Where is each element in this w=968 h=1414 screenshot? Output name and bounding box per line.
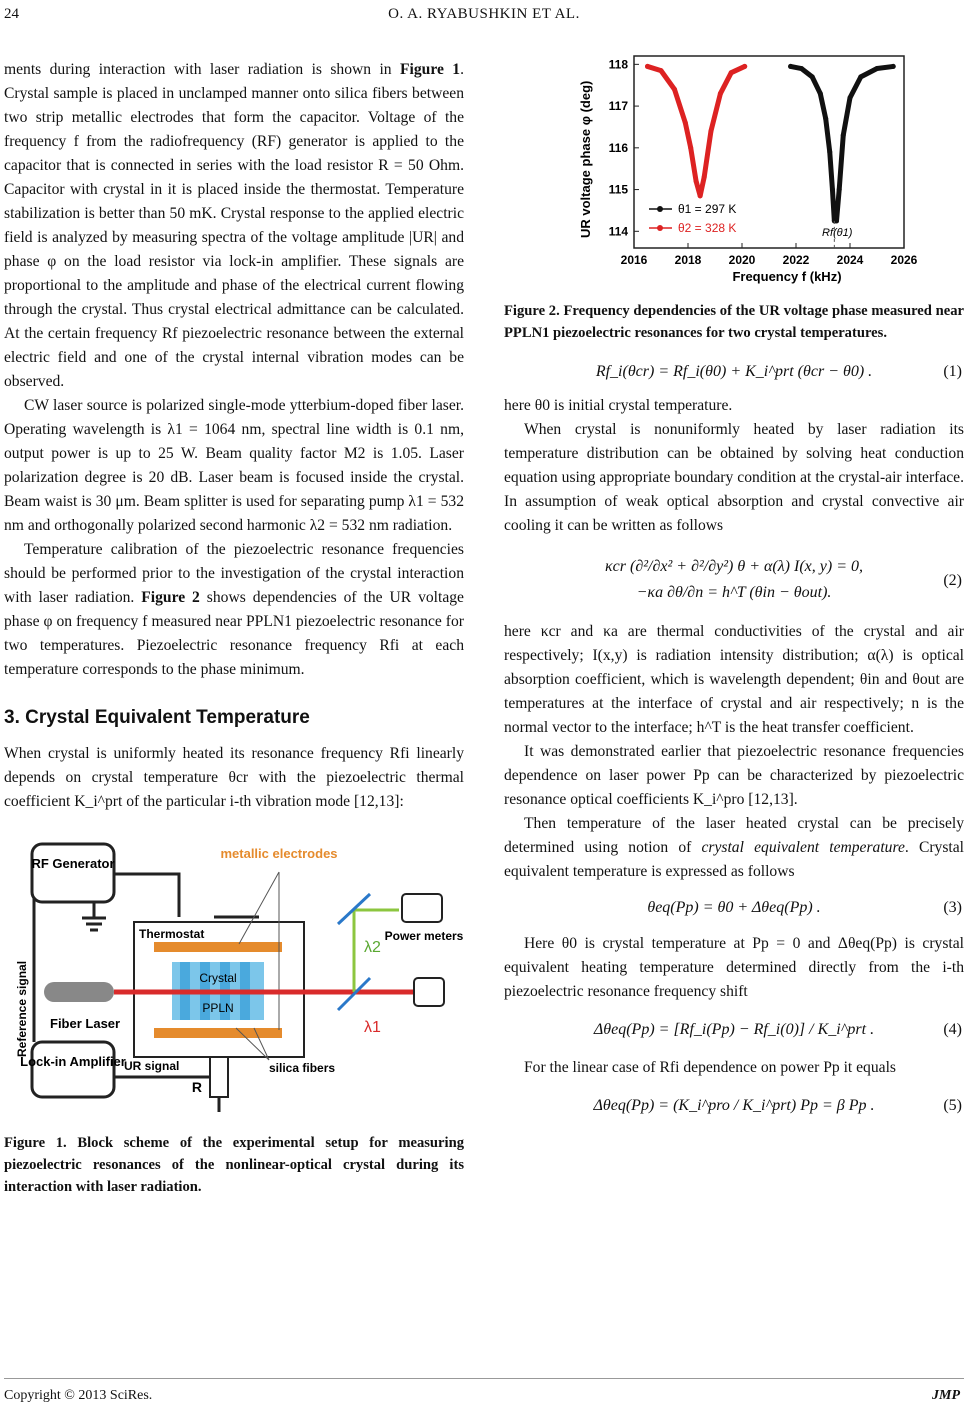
data-point: [683, 120, 688, 125]
paragraph-5: here θ0 is initial crystal temperature.: [504, 397, 733, 414]
equation-3: θeq(Pp) = θ0 + Δθeq(Pp) . (3): [504, 896, 964, 920]
y-tick-label: 118: [608, 57, 628, 72]
figure-2-ref[interactable]: Figure 2: [141, 589, 200, 606]
data-point: [694, 179, 699, 184]
journal-name: JMP: [932, 1388, 960, 1403]
running-title: O. A. RYABUSHKIN ET AL.: [388, 6, 580, 22]
data-point: [875, 66, 880, 71]
data-point: [659, 68, 664, 73]
data-point: [827, 150, 832, 155]
data-point: [841, 133, 846, 138]
equation-1: Rf_i(θcr) = Rf_i(θ0) + K_i^prt (θcr − θ0) . (1): [504, 360, 964, 384]
page-number: 24: [4, 6, 19, 22]
paragraph-10: Here θ0 is crystal temperature at Pp = 0 and Δθeq(Pp) is crystal equivalent heating temperature determined directly from the i-th piezoelectric resonance frequency shift: [504, 935, 964, 1000]
paragraph-11: For the linear case of Rfi dependence on power Pp it equals: [524, 1059, 896, 1076]
power-meter-top: [402, 894, 442, 922]
data-point: [858, 74, 863, 79]
x-tick-label: 2016: [620, 253, 648, 267]
figure-2-caption: Figure 2. Frequency dependencies of the UR voltage phase measured near PPLN1 piezoelectric resonances for two crystal temperatures.: [504, 303, 964, 341]
figure-1-ref[interactable]: Figure 1: [400, 61, 461, 78]
data-point: [823, 116, 828, 121]
right-column: [504, 38, 964, 1118]
equation-5-number: (5): [943, 1097, 962, 1114]
data-point: [688, 145, 693, 150]
y-tick-label: 115: [608, 182, 628, 197]
metallic-electrodes-label: metallic electrodes: [220, 846, 338, 861]
legend-series-2: θ2 = 328 K: [678, 221, 737, 235]
data-point: [742, 64, 747, 69]
resistor: [210, 1057, 228, 1097]
data-point: [672, 87, 677, 92]
paragraph-8: It was demonstrated earlier that piezoelectric resonance frequencies dependence on laser power Pp can be characterized by piezoelectric resonance optical coefficients K_i^pro [12,13].: [504, 743, 964, 808]
x-tick-label: 2026: [890, 253, 918, 267]
resistor-label: R: [191, 1079, 202, 1095]
data-point: [788, 64, 793, 69]
x-tick-label: 2018: [674, 253, 702, 267]
paragraph-4: When crystal is uniformly heated its resonance frequency Rfi linearly depends on crystal temperature θcr with the piezoelectric thermal coefficient K_i^prt of the particular i-th vibration mode [12,13]:: [4, 745, 464, 810]
paragraph-2: CW laser source is polarized single-mode ytterbium-doped fiber laser. Operating wavelength is λ1 = 1064 nm, spectral line width is 0.1 nm, output power is up to 25 W. Beam quality factor M2 is 1.05. Laser polarization degree is 20 dB. Laser beam is focused inside the crystal. Beam waist is 30 μm. Beam splitter is used for separating pump λ1 = 532 nm and orthogonally polarized second harmonic λ2 = 532 nm radiation.: [4, 397, 464, 534]
section-title: 3. Crystal Equivalent Temperature: [4, 707, 310, 728]
silica-fibers-label: silica fibers: [269, 1061, 336, 1075]
data-point: [708, 129, 713, 134]
rf-generator-label: RF Generator: [31, 856, 115, 871]
equation-4: Δθeq(Pp) = [Rf_i(Pp) − Rf_i(0)] / K_i^prt . (4): [504, 1018, 964, 1042]
power-meters-label: Power meters: [384, 929, 464, 943]
y-tick-label: 117: [608, 99, 628, 114]
equation-3-number: (3): [943, 899, 962, 916]
bottom-electrode: [154, 1028, 282, 1038]
data-point: [818, 91, 823, 96]
power-meter-bottom: [414, 978, 444, 1006]
copyright: Copyright © 2013 SciRes.: [4, 1388, 153, 1403]
fiber-laser-label: Fiber Laser: [50, 1016, 121, 1031]
equation-2: κcr (∂²/∂x² + ∂²/∂y²) θ + α(λ) I(x, y) = 0, −κa ∂θ/∂n = h^T (θin − θout). (2): [605, 558, 962, 601]
data-point: [837, 187, 842, 192]
data-point: [810, 74, 815, 79]
crystal-label: Crystal: [199, 971, 237, 985]
data-point: [830, 187, 835, 192]
reference-signal-label: Reference signal: [15, 960, 29, 1057]
left-column: [4, 58, 464, 1198]
top-electrode: [154, 942, 282, 952]
lambda2-label: λ2: [364, 939, 381, 956]
paragraph-6: When crystal is nonuniformly heated by laser radiation its temperature distribution can be obtained by solving heat conduction equation using appropriate boundary condition at the crystal-air interface. In assumption of weak optical absorption and crystal convective air cooling it can be written as follows: [504, 421, 964, 534]
x-axis-label: Frequency f (kHz): [732, 269, 842, 284]
data-point: [848, 95, 853, 100]
data-point: [718, 91, 723, 96]
x-tick-label: 2024: [836, 253, 864, 267]
figure-2-chart: [504, 38, 964, 288]
rf-generator-box: [32, 844, 114, 902]
thermostat-label: Thermostat: [139, 927, 205, 941]
paragraph-7: here κcr and κa are thermal conductivities of the crystal and air respectively; I(x,y) is radiation intensity distribution; α(λ) is optical absorption coefficient, which is wavelength dependent; θin and θout are temperatures at the interface of crystal and air respectively; n is the normal vector to the interface; h^T is the heat transfer coefficient.: [504, 623, 964, 736]
data-point: [702, 175, 707, 180]
series-line-2: [648, 66, 745, 195]
y-tick-label: 116: [608, 140, 628, 155]
paragraph-3: Temperature calibration of the piezoelectric resonance frequencies should be performed prior to the investigation of the crystal interaction with laser radiation. Figure 2 shows dependencies of the UR voltage phase φ on frequency f measured near PPLN1 piezoelectric resonance for two temperatures. Piezoelectric resonance frequency Rfi at each temperature corresponds to the phase minimum.: [4, 541, 464, 678]
legend-series-1: θ1 = 297 K: [678, 202, 737, 216]
equation-1-number: (1): [943, 363, 962, 380]
lockin-box: [32, 1042, 114, 1097]
figure-1-caption: Figure 1. Block scheme of the experimental setup for measuring piezoelectric resonances of the nonlinear-optical crystal during its interaction with laser radiation.: [4, 1135, 464, 1195]
data-point: [799, 66, 804, 71]
ppln-label: PPLN: [202, 1001, 234, 1015]
y-axis-label: UR voltage phase φ (deg): [578, 80, 593, 238]
fiber-laser-body: [44, 982, 114, 1002]
x-tick-label: 2020: [728, 253, 756, 267]
plot-frame: [634, 56, 904, 248]
data-point: [645, 64, 650, 69]
data-point: [698, 193, 703, 198]
legend: [649, 202, 736, 235]
data-point: [891, 64, 896, 69]
x-tick-label: 2022: [782, 253, 810, 267]
data-point: [729, 70, 734, 75]
equation-4-number: (4): [943, 1021, 962, 1038]
series-line-1: [791, 66, 894, 220]
ur-signal-label: UR signal: [124, 1059, 180, 1073]
paragraph-1: ments during interaction with laser radiation is shown in Figure 1. Crystal sample is placed in unclamped manner onto silica fibers between two strip metallic electrodes that form the capacitor. Voltage of the frequency f from the radiofrequency (RF) generator is applied to the capacitor that is connected in series with the load resistor R = 50 Ohm. Capacitor with crystal in it is placed inside the thermostat. Temperature stabilization is better than 50 mK. Crystal response to the applied electric field is analyzed by measuring spectra of the voltage amplitude |UR| and phase φ on the load resistor via lock-in amplifier. These signals are proportional to the amplitude and phase of the electrical current flowing through the crystal. Thus crystal electrical admittance can be calculated. At the certain frequency Rf piezoelectric resonance between the external electric field and one of the crystal internal vibration modes can be observed.: [4, 61, 464, 390]
lambda1-label: λ1: [364, 1019, 381, 1036]
figure-1-diagram: [4, 832, 464, 1122]
y-tick-label: 114: [608, 224, 628, 239]
page-header: [0, 6, 968, 28]
equation-2-number: (2): [943, 572, 962, 589]
annotation-rf-theta1: Rf(θ1): [822, 227, 853, 239]
equation-5: Δθeq(Pp) = (K_i^pro / K_i^prt) Pp = β Pp . (5): [504, 1094, 964, 1118]
lockin-label: Lock-in Amplifier: [20, 1054, 126, 1069]
paragraph-9: Then temperature of the laser heated crystal can be precisely determined using notion of crystal equivalent temperature. Crystal equivalent temperature is expressed as follows: [504, 815, 965, 880]
footer-rule: [4, 1378, 964, 1379]
